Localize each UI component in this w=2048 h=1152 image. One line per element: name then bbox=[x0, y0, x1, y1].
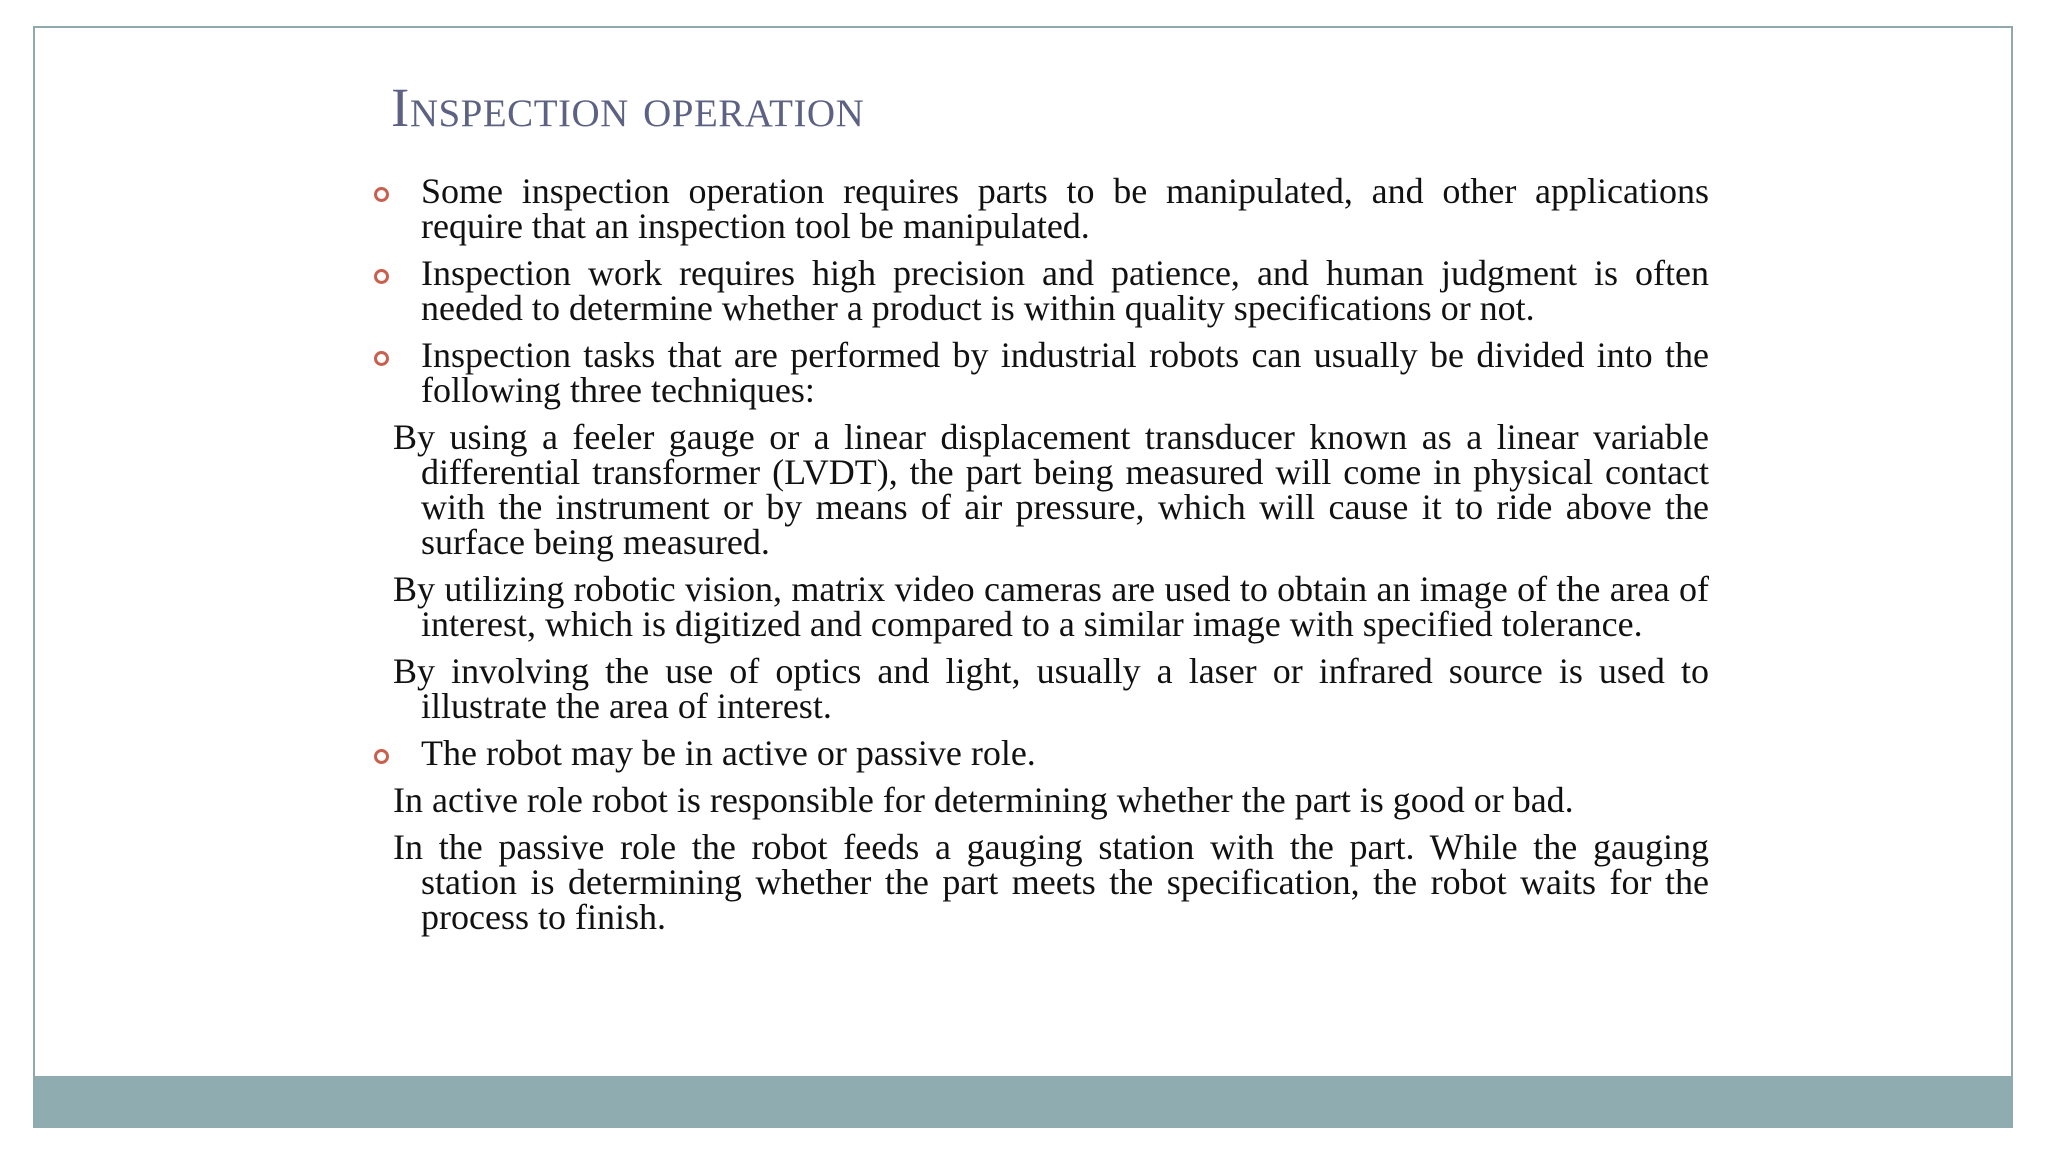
bullet-item bbox=[393, 171, 1709, 246]
sub-item: In active role robot is responsible for determining whether the part is good or bad. bbox=[393, 780, 1574, 820]
bullet-text: The robot may be in active or passive role. bbox=[421, 733, 1036, 773]
slide bbox=[33, 26, 2013, 1128]
bullet-item bbox=[393, 733, 1709, 773]
circle-bullet-icon bbox=[374, 269, 389, 284]
sub-item: By involving the use of optics and light, usually a laser or infrared source is used to illustrate the area of interest. bbox=[393, 651, 1709, 726]
slide-content bbox=[393, 171, 1709, 947]
circle-bullet-icon bbox=[374, 187, 389, 202]
circle-bullet-icon bbox=[374, 749, 389, 764]
sub-item: By using a feeler gauge or a linear displacement transducer known as a linear variable differential transformer (LVDT), the part being measured will come in physical contact with the instrument or by means of air pressure, which will cause it to ride above the surface being measured. bbox=[393, 417, 1709, 562]
bullet-item bbox=[393, 253, 1709, 328]
sub-item: In the passive role the robot feeds a gauging station with the part. While the gauging station is determining whether the part meets the specification, the robot waits for the process to finish. bbox=[393, 827, 1709, 937]
bullet-item bbox=[393, 335, 1709, 410]
circle-bullet-icon bbox=[374, 351, 389, 366]
bullet-text: Inspection work requires high precision and patience, and human judgment is often needed to determine whether a product is within quality specifications or not. bbox=[421, 253, 1709, 328]
bullet-text: Some inspection operation requires parts to be manipulated, and other applications require that an inspection tool be manipulated. bbox=[421, 171, 1709, 246]
bullet-text: Inspection tasks that are performed by industrial robots can usually be divided into the following three techniques: bbox=[421, 335, 1709, 410]
footer-band bbox=[35, 1076, 2011, 1128]
slide-title: Inspection operation bbox=[391, 77, 865, 138]
sub-item: By utilizing robotic vision, matrix video cameras are used to obtain an image of the area of interest, which is digitized and compared to a similar image with specified tolerance. bbox=[393, 569, 1709, 644]
